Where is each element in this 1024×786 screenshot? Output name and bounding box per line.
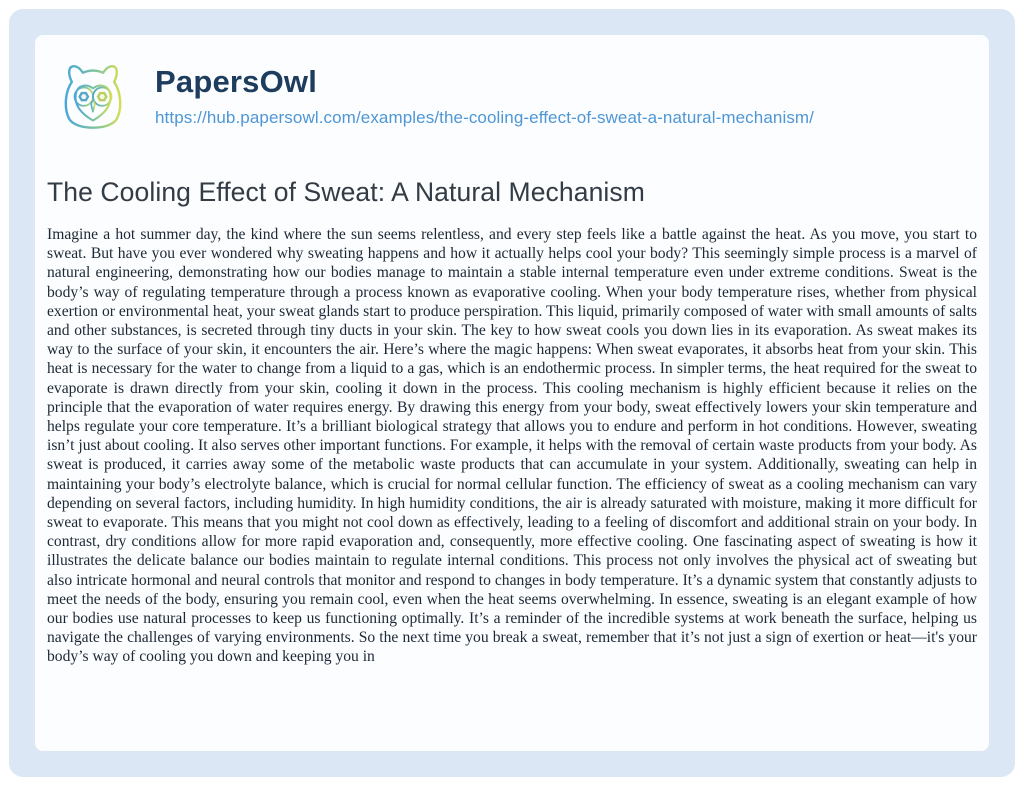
article-url-link[interactable]: https://hub.papersowl.com/examples/the-cooling-effect-of-sweat-a-natural-mechanism/: [155, 108, 815, 128]
owl-logo-icon[interactable]: [47, 57, 139, 151]
brand-name[interactable]: PapersOwl: [155, 64, 318, 99]
page-frame: [9, 9, 1015, 777]
article-title: The Cooling Effect of Sweat: A Natural Mechanism: [47, 177, 645, 207]
site-header: [47, 57, 977, 151]
article-body: Imagine a hot summer day, the kind where the sun seems relentless, and every step feels like a battle against the heat. As you move, you start to sweat. But have you ever wondered why sweating happens and how it actually helps cool your body? This seemingly simple process is a marvel of natural engineering, demonstrating how our bodies manage to maintain a stable internal temperature even under extreme conditions. Sweat is the body’s way of regulating temperature through a process known as evaporative cooling. When your body temperature rises, whether from physical exertion or environmental heat, your sweat glands start to produce perspiration. This liquid, primarily composed of water with small amounts of salts and other substances, is secreted through tiny ducts in your skin. The key to how sweat cools you down lies in its evaporation. As sweat makes its way to the surface of your skin, it encounters the air. Here’s where the magic happens: When sweat evaporates, it absorbs heat from your skin. This heat is necessary for the water to change from a liquid to a gas, which is an endothermic process. In simpler terms, the heat required for the sweat to evaporate is drawn directly from your skin, cooling it down in the process. This cooling mechanism is highly efficient because it relies on the principle that the evaporation of water requires energy. By drawing this energy from your body, sweat effectively lowers your skin temperature and helps regulate your core temperature. It’s a brilliant biological strategy that allows you to endure and perform in hot conditions. However, sweating isn’t just about cooling. It also serves other important functions. For example, it helps with the removal of certain waste products from your body. As sweat is produced, it carries away some of the metabolic waste products that can accumulate in your system. Additionally, sweating can help in maintaining your body’s electrolyte balance, which is crucial for normal cellular function. The efficiency of sweat as a cooling mechanism can vary depending on several factors, including humidity. In high humidity conditions, the air is already saturated with moisture, making it more difficult for sweat to evaporate. This means that you might not cool down as effectively, leading to a feeling of discomfort and additional strain on your body. In contrast, dry conditions allow for more rapid evaporation and, consequently, more effective cooling. One fascinating aspect of sweating is how it illustrates the delicate balance our bodies maintain to regulate internal conditions. This process not only involves the physical act of sweating but also intricate hormonal and neural controls that monitor and respond to changes in body temperature. It’s a dynamic system that constantly adjusts to meet the needs of the body, ensuring you remain cool, even when the heat seems overwhelming. In essence, sweating is an elegant example of how our bodies use natural processes to keep us functioning optimally. It’s a reminder of the incredible systems at work beneath the surface, helping us navigate the challenges of varying environments. So the next time you break a sweat, remember that it’s not just a sign of exertion or heat—it's your body’s way of cooling you down and keeping you in: [47, 226, 977, 666]
header-text-block: [155, 57, 814, 128]
content-card: [35, 35, 989, 751]
